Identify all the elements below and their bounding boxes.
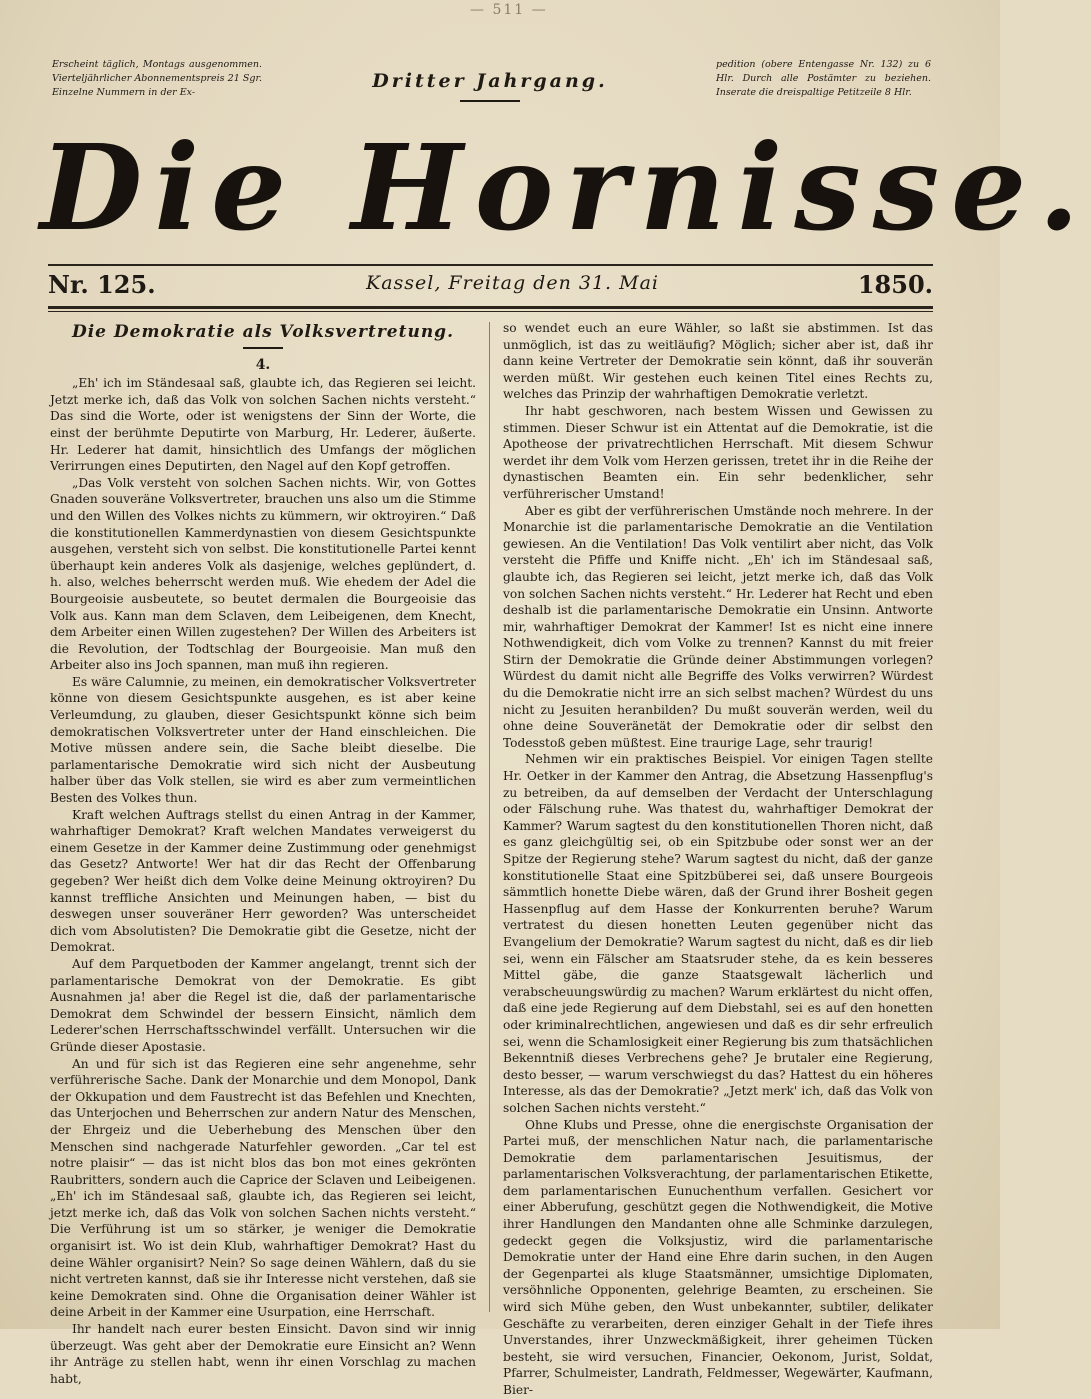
volume-title: Dritter Jahrgang. bbox=[372, 70, 608, 92]
paragraph: „Das Volk versteht von solchen Sachen nichts. Wir, von Gottes Gnaden souveräne Volksvertreter, brauchen uns also um die Stimme und den Willen des Volkes nichts zu kümmern, wir oktroyiren.“ Daß die konstitutionellen Kammerdynastien von diesem Gesichtspunkte ausgehen, versteht sich von selbst. Die konstitutionelle Partei kennt überhaupt kein anderes Volk als dasjenige, welches geplündert, d. h. also, welches beherrscht werden muß. Wie ehedem der Adel die Bourgeoisie ausbeutete, so beutet dermalen die Bourgeoisie das Volk aus. Kann man dem Sclaven, dem Leibeigenen, dem Knecht, dem Arbeiter einen Willen zugestehen? Der Willen des Arbeiters ist die Revolution, der Todtschlag der Bourgeoisie. Man muß den Arbeiter also ins Joch spannen, man muß ihn regieren. bbox=[50, 475, 476, 673]
expedition-notice: pedition (obere Entengasse Nr. 132) zu 6 Hlr. Durch alle Postämter zu beziehen. Inserate die dreispaltige Petitzeile 8 Hlr. bbox=[716, 59, 931, 98]
rule-bottom bbox=[48, 306, 933, 309]
article-part-number: 4. bbox=[255, 356, 271, 373]
paragraph: so wendet euch an eure Wähler, so laßt sie abstimmen. Ist das unmöglich, ist das zu weitläufig? Möglich; sicher aber ist, daß ihr dann keine Vertreter der Demokratie sein könnt, daß ihr souverän werden müßt. Wir gestehen euch keinen Titel eines Rechts zu, welches das Prinzip der wahrhaftigen Demokratie verletzt. bbox=[503, 321, 933, 402]
column-divider bbox=[489, 322, 490, 1312]
paragraph: An und für sich ist das Regieren eine sehr angenehme, sehr verführerische Sache. Dank der Monarchie und dem Monopol, Dank der Okkupation und dem Faustrecht ist das Befehlen und Knechten, das Unterjochen und Beherrschen zur andern Natur des Menschen, der Ehrgeiz und die Ueberhebung des Menschen über den Menschen sind nachgerade Naturfehler geworden. „Car tel est notre plaisir“ — das ist nicht blos das bon mot eines gekrönten Raubritters, sondern auch die Caprice der Sclaven und Leibeigenen. „Eh' ich im Ständesaal saß, glaubte ich, das Regieren sei leicht, jetzt merke ich, daß das Volk von solchen Sachen nichts versteht.“ Die Verführung ist um so stärker, je weniger die Demokratie organisirt ist. Wo ist dein Klub, wahrhaftiger Demokrat? Hast du deine Wähler organisirt? Nein? So sage deinen Wählern, daß du sie nicht vertreten kannst, daß sie ihr Interesse nicht verstehen, daß sie keine Demokraten sind. Ohne die Organisation deiner Wähler ist deine Arbeit in der Kammer eine Usurpation, eine Herrschaft. bbox=[50, 1056, 476, 1320]
issue-date: Kassel, Freitag den 31. Mai bbox=[366, 272, 659, 294]
title-rule bbox=[243, 347, 283, 349]
issue-year: 1850. bbox=[857, 270, 933, 299]
subscription-notice: Erscheint täglich, Montags ausgenommen. Vierteljährlicher Abonnementspreis 21 Sgr. Einzelne Nummern in der Ex- bbox=[52, 59, 262, 98]
article-title: Die Demokratie als Volksvertretung. bbox=[71, 322, 454, 342]
volume-rule bbox=[460, 100, 520, 102]
paragraph: Kraft welchen Auftrags stellst du einen Antrag in der Kammer, wahrhaftiger Demokrat? Kraft welchen Mandates verweigerst du einem Gesetze in der Kammer deine Zustimmung oder genehmigst das Gesetz? Antworte! Wer hat dir das Recht der Offenbarung gegeben? Wer heißt dich dem Volke deine Meinung oktroyiren? Du kannst treffliche Ansichten und Meinungen haben, — bist du deswegen unser souveräner Herr geworden? Was unterscheidet dich vom Absolutisten? Die Demokratie gibt die Gesetze, nicht der Demokrat. bbox=[50, 807, 476, 955]
column-left bbox=[50, 320, 476, 1386]
paragraph: Ihr habt geschworen, nach bestem Wissen und Gewissen zu stimmen. Dieser Schwur ist ein Attentat auf die Demokratie, ist die Apotheose der privatrechtlichen Herrschaft. Mit diesem Schwur werdet ihr dem Volk vom Herzen gerissen, tretet ihr in die Reihe der dynastischen Beamten ein. Ein sehr bedenklicher, sehr verführerischer Umstand! bbox=[503, 403, 933, 501]
column-right bbox=[503, 320, 933, 1397]
paragraph: Es wäre Calumnie, zu meinen, ein demokratischer Volksvertreter könne von diesem Gesichtspunkte ausgehen, es ist aber keine Verleumdung, zu glauben, dieser Gesichtspunkt könne sich beim demokratischen Volksvertreter unter der Hand einschleichen. Die Motive müssen andere sein, die Sache bleibt dieselbe. Die parlamentarische Demokratie wird sich nicht der Ausbeutung halber über das Volk stellen, sie wird es aber zum vermeintlichen Besten des Volkes thun. bbox=[50, 674, 476, 806]
paragraph: Ihr handelt nach eurer besten Einsicht. Davon sind wir innig überzeugt. Was geht aber der Demokratie eure Einsicht an? Wenn ihr Anträge zu stellen habt, wenn ihr einen Vorschlag zu machen habt, bbox=[50, 1322, 476, 1386]
paragraph: Aber es gibt der verführerischen Umstände noch mehrere. In der Monarchie ist die parlamentarische Demokratie an die Ventilation gewiesen. An die Ventilation! Das Volk ventilirt aber nicht, das Volk versteht die Pfiffe und Kniffe nicht. „Eh' ich im Ständesaal saß, glaubte ich, das Regieren sei leicht, jetzt merke ich, daß das Volk von solchen Sachen nichts versteht.“ Hr. Lederer hat Recht und eben deshalb ist die parlamentarische Demokratie ein Unsinn. Antworte mir, wahrhaftiger Demokrat der Kammer! Ist es nicht eine innere Nothwendigkeit, dich vom Volke zu trennen? Kannst du mit freier Stirn der Demokratie die Gründe deiner Abstimmungen vorlegen? Würdest du damit nicht alle Begriffe des Volks verwirren? Würdest du die Demokratie nicht irre an sich selbst machen? Würdest du uns nicht zu Jesuiten heranbilden? Du mußt souverän werden, weil du ohne deine Souveränetät der Demokratie oder dir selbst den Todesstoß geben müßtest. Eine traurige Lage, sehr traurig! bbox=[503, 503, 933, 750]
rule-bottom-thin bbox=[48, 311, 933, 312]
paragraph: Auf dem Parquetboden der Kammer angelangt, trennt sich der parlamentarische Demokrat von der Demokratie. Es gibt Ausnahmen ja! aber die Regel ist die, daß der parlamentarische Demokrat dem Schwindel der bessern Einsicht, nämlich dem Lederer'schen Herrschaftsschwindel verfällt. Untersuchen wir die Gründe dieser Apostasie. bbox=[50, 956, 476, 1054]
page-number: — 511 — bbox=[470, 2, 548, 18]
paragraph: Nehmen wir ein praktisches Beispiel. Vor einigen Tagen stellte Hr. Oetker in der Kammer den Antrag, die Absetzung Hassenpflug's zu betreiben, da auf demselben der Verdacht der Unterschlagung oder Fälschung ruhe. Was thatest du, wahrhaftiger Demokrat der Kammer? Warum sagtest du den konstitutionellen Thoren nicht, daß es ganz gleichgültig sei, ob ein Spitzbube oder sonst wer an der Spitze der Regierung stehe? Warum sagtest du nicht, daß der ganze konstitutionelle Staat eine Spitzbüberei sei, daß unsere Bourgeois sämmtlich honette Diebe wären, daß der Grund ihrer Bosheit gegen Hassenpflug auf dem Hasse der Konkurrenten beruhe? Warum vertratest du diesen honetten Leuten gegenüber nicht das Evangelium der Demokratie? Warum sagtest du nicht, daß es dir lieb sei, wenn ein Fälscher am Staatsruder stehe, da es kein besseres Mittel gäbe, die ganze Staatsgewalt lächerlich und verabscheuungswürdig zu machen? Warum erklärtest du nicht offen, daß eine jede Regierung auf dem Diebstahl, sei es auf den honetten oder kriminalrechtlichen, angewiesen und daß es dir sehr erfreulich sei, wenn die Schamlosigkeit einer Regierung bis zum thatsächlichen Bekenntniß dieses Verbrechens gehe? Je brutaler eine Regierung, desto besser, — warum verschwiegst du das? Hattest du ein höheres Interesse, als das der Demokratie? „Jetzt merk' ich, daß das Volk von solchen Sachen nichts versteht.“ bbox=[503, 752, 933, 1115]
issue-line bbox=[48, 268, 933, 304]
issue-number: Nr. 125. bbox=[48, 270, 156, 299]
masthead: Die Hornisse. bbox=[40, 118, 1091, 257]
paragraph: „Eh' ich im Ständesaal saß, glaubte ich, das Regieren sei leicht. Jetzt merke ich, daß das Volk von solchen Sachen nichts versteht.“ Das sind die Worte, oder ist wenigstens der Sinn der Worte, die einst der berühmte Deputirte von Marburg, Hr. Lederer, äußerte. Hr. Lederer hat damit, hinsichtlich des Umfangs der möglichen Verirrungen eines Deputirten, den Nagel auf den Kopf getroffen. bbox=[50, 376, 476, 474]
paragraph: Ohne Klubs und Presse, ohne die energischste Organisation der Partei muß, der menschlichen Natur nach, die parlamentarische Demokratie dem parlamentarischen Jesuitismus, der parlamentarischen Volksverachtung, der parlamentarischen Etikette, dem parlamentarischen Eunuchenthum verfallen. Gesichert vor einer Abberufung, geschützt gegen die Nothwendigkeit, die Motive ihrer Handlungen den Mandanten ohne alle Schminke darzulegen, gedeckt gegen die Volksjustiz, wird die parlamentarische Demokratie unter der Hand eine Ehre darin suchen, in den Augen der Gegenpartei als kluge Staatsmänner, umsichtige Diplomaten, versöhnliche Opponenten, gelehrige Beamten, zu erscheinen. Sie wird sich Mühe geben, den Wust unbekannter, subtiler, delikater Geschäfte zu verarbeiten, deren einziger Gehalt in der Tiefe ihres Unverstandes, ihrer Unzweckmäßigkeit, ihrer geheimen Tücken besteht, sie wird versuchen, Financier, Oekonom, Jurist, Soldat, Pfarrer, Schulmeister, Landrath, Feldmesser, Wegewärter, Kaufmann, Bier- bbox=[503, 1117, 933, 1397]
rule-top bbox=[48, 264, 933, 266]
